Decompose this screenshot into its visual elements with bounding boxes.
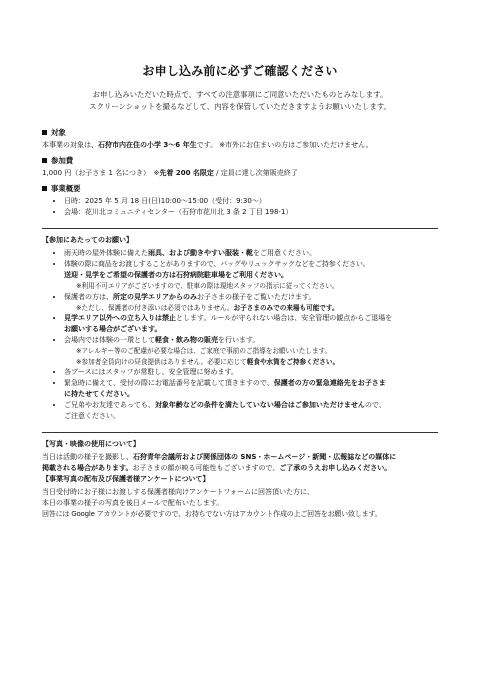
photo-heading: 【写真・映像の使用について】 bbox=[42, 440, 140, 448]
fee-text: 1,000 円（お子さま 1 名につき） ※先着 200 名限定 / 定員に達し次第販売終了 bbox=[42, 169, 298, 177]
square-bullet-icon bbox=[42, 130, 47, 135]
section-fee-heading: 参加費 bbox=[42, 155, 438, 166]
survey-text: 当日受付時にお子様にお渡しする保護者様向けアンケートフォームに回答頂いた方に、 本日の事業の様子の写真を後日メールで配布いたします。 回答には Google アカウントが必要ですので、お持ちでない方はアカウント作成の上ご回答をお願い致します。 bbox=[42, 488, 382, 518]
divider bbox=[42, 432, 438, 433]
request-item: • 体験の際に商品をお渡しすることがありますので、バッグやリュックサックなどをご持参ください。 送迎・見学をご希望の保護者の方は石狩病院駐車場をご利用ください。 ※利用不可エリアがございますので、駐車の際は現地スタッフの指示に従ってください。 bbox=[64, 259, 438, 292]
survey-heading: 【事業写真の配布及び保護者様アンケートについて】 bbox=[42, 475, 210, 483]
overview-venue: • 会場：花川北コミュニティセンター（石狩市花川北 3 条 2 丁目 198-1） bbox=[64, 207, 438, 218]
square-bullet-icon bbox=[42, 158, 47, 163]
section-overview-heading: 事業概要 bbox=[42, 183, 438, 194]
divider bbox=[42, 228, 438, 229]
square-bullet-icon bbox=[42, 186, 47, 191]
requests-list bbox=[42, 248, 438, 422]
requests-heading: 【参加にあたってのお願い】 bbox=[42, 236, 133, 244]
request-item: • 保護者の方は、所定の見学エリアからのみお子さまの様子をご覧いただけます。 ※ただし、保護者の付き添いは必須ではありません。お子さまのみでの来場も可能です。 bbox=[64, 292, 438, 314]
request-item: • 各ブースにはスタッフが常駐し、安全管理に努めます。 bbox=[64, 367, 438, 378]
photo-text: 当日は活動の様子を撮影し、石狩青年会議所および関係団体の SNS・ホームページ・新聞・広報誌などの媒体に 掲載される場合があります。お子さまの顔が映る可能性もございますので、ご了承のうえお申し込みください。 bbox=[42, 453, 397, 472]
page-title: お申し込み前に必ずご確認ください bbox=[142, 64, 338, 78]
request-item: • ご兄弟やお友達であっても、対象年齢などの条件を満たしていない場合はご参加いただけませんので、 ご注意ください。 bbox=[64, 400, 438, 422]
intro-line-1: お申し込みいただいた時点で、すべての注意事項にご同意いただいたものとみなします。 bbox=[92, 90, 388, 99]
target-text: 本事業の対象は、石狩市内在住の小学 3～6 年生です。 ※市外にお住まいの方はご参加いただけません。 bbox=[42, 141, 373, 149]
intro-line-2: スクリーンショットを撮るなどして、内容を保管していただきますようお願いいたします。 bbox=[89, 102, 391, 111]
request-item: • 雨天時の屋外体験に備えた雨具、および動きやすい服装・靴をご用意ください。 bbox=[64, 248, 438, 259]
intro bbox=[42, 89, 438, 113]
request-item: • 会場内では体験の一環として軽食・飲み物の販売を行います。 ※アレルギー等のご配慮が必要な場合は、ご家庭で事前のご指導をお願いいたします。 ※参加者全員向けの昼食提供はありません。必要に応じて軽食や水筒をご持参ください。 bbox=[64, 335, 438, 367]
overview-date: • 日時：2025 年 5 月 18 日(日)10:00～15:00（受付：9:30～） bbox=[64, 196, 438, 207]
section-target-heading: 対象 bbox=[42, 127, 438, 138]
request-item: • 緊急時に備えて、受付の際にお電話番号を記載して頂きますので、保護者の方の緊急連絡先をお子さま に持たせてください。 bbox=[64, 378, 438, 400]
request-item: • 見学エリア以外への立ち入りは禁止とします。ルールが守られない場合は、安全管理の観点からご退場を お願いする場合がございます。 bbox=[64, 313, 438, 335]
overview-list bbox=[42, 196, 438, 218]
